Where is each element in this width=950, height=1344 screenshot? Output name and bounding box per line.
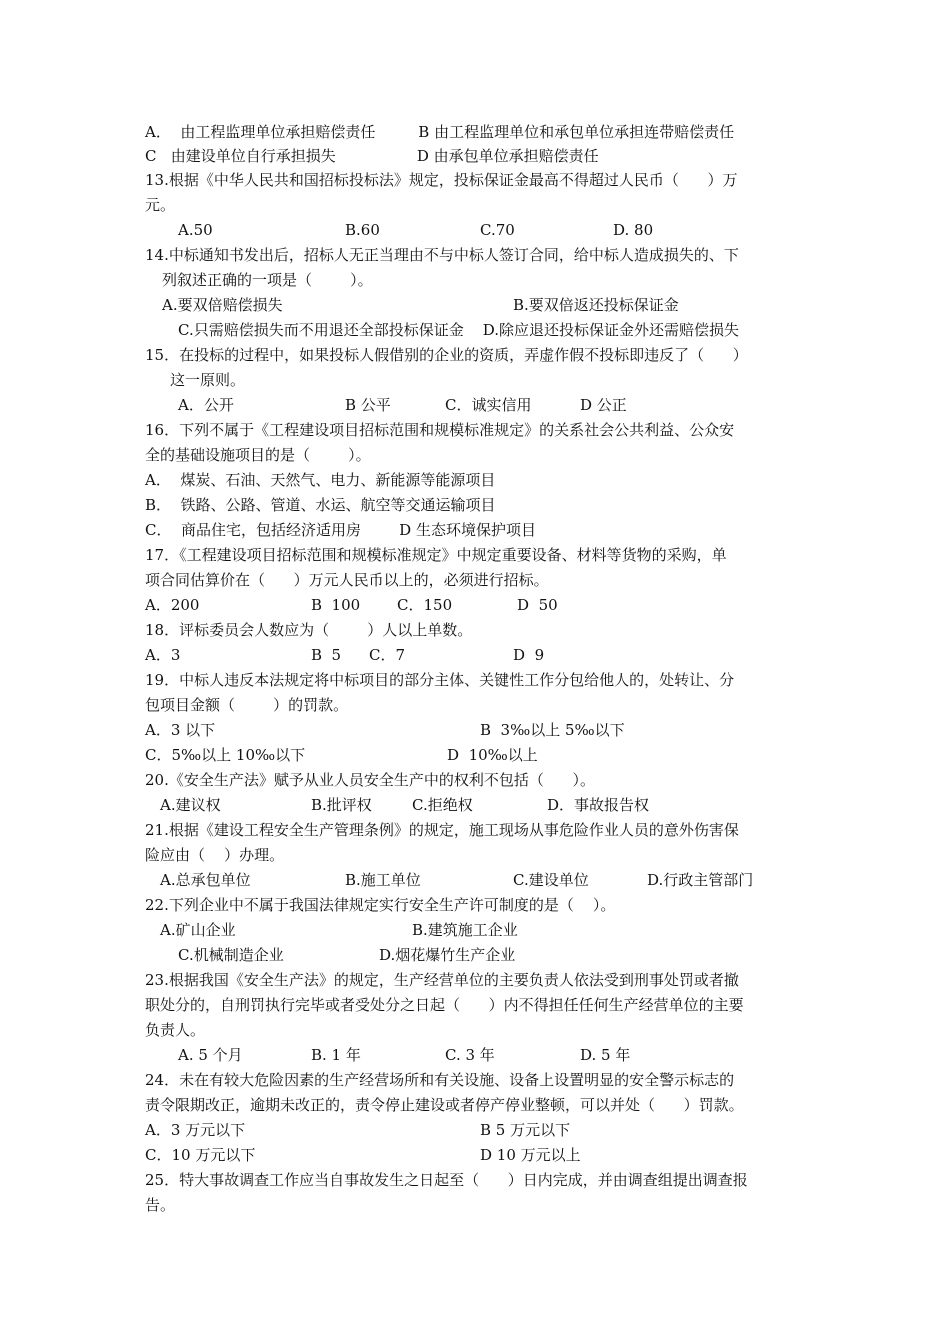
text-line: B.施工单位 xyxy=(345,871,421,889)
text-line: C.70 xyxy=(480,221,515,239)
text-line: A．3 万元以下 xyxy=(145,1121,246,1139)
text-line: C．7 xyxy=(369,646,406,664)
text-line: C．10 万元以下 xyxy=(145,1146,256,1164)
text-line: C.机械制造企业 xyxy=(178,946,284,964)
text-line: D.行政主管部门 xyxy=(647,871,754,889)
text-line: A．公开 xyxy=(178,396,234,414)
text-line: 23.根据我国《安全生产法》的规定，生产经营单位的主要负责人依法受到刑事处罚或者撤 xyxy=(145,971,739,989)
text-line: A．200 xyxy=(145,596,200,614)
text-line: D 50 xyxy=(517,596,558,614)
text-line: B 5 xyxy=(311,646,342,664)
text-line: 16．下列不属于《工程建设项目招标范围和规模标准规定》的关系社会公共利益、公众安 xyxy=(145,421,735,439)
text-line: C. 3 年 xyxy=(445,1046,495,1064)
text-line: C．150 xyxy=(397,596,453,614)
text-line: B 3‰以上 5‰以下 xyxy=(480,721,625,739)
text-line: 全的基础设施项目的是（ ）。 xyxy=(145,446,371,464)
text-line: C． 商品住宅，包括经济适用房 D 生态环境保护项目 xyxy=(145,521,536,539)
text-line: 19．中标人违反本法规定将中标项目的部分主体、关键性工作分包给他人的，处转让、分 xyxy=(145,671,735,689)
text-line: 22.下列企业中不属于我国法律规定实行安全生产许可制度的是（ ）。 xyxy=(145,896,616,914)
text-line: 24．未在有较大危险因素的生产经营场所和有关设施、设备上设置明显的安全警示标志的 xyxy=(145,1071,735,1089)
text-line: 17．《工程建设项目招标范围和规模标准规定》中规定重要设备、材料等货物的采购，单 xyxy=(145,546,727,564)
text-line: B.60 xyxy=(345,221,380,239)
text-line: 项合同估算价在（ ）万元人民币以上的，必须进行招标。 xyxy=(145,571,549,589)
text-line: D 10 万元以上 xyxy=(480,1146,581,1164)
text-line: 列叙述正确的一项是（ ）。 xyxy=(162,271,373,289)
text-line: A.建议权 xyxy=(160,796,221,814)
text-line: B.要双倍返还投标保证金 xyxy=(513,296,679,314)
text-line: 责令限期改正，逾期未改正的，责令停止建设或者停产停业整顿，可以并处（ ）罚款。 xyxy=(145,1096,744,1114)
text-line: A.总承包单位 xyxy=(160,871,251,889)
text-line: A.矿山企业 xyxy=(160,921,236,939)
text-line: B 公平 xyxy=(345,396,391,414)
text-line: C．5‰以上 10‰以下 xyxy=(145,746,306,764)
text-line: 元。 xyxy=(145,196,176,214)
text-line: B.建筑施工企业 xyxy=(412,921,518,939)
text-line: A．3 以下 xyxy=(145,721,216,739)
text-line: 20.《安全生产法》赋予从业人员安全生产中的权利不包括（ ）。 xyxy=(145,771,595,789)
text-line: A． 煤炭、石油、天然气、电力、新能源等能源项目 xyxy=(145,471,496,489)
text-line: B 100 xyxy=(311,596,361,614)
text-line: 18．评标委员会人数应为（ ）人以上单数。 xyxy=(145,621,473,639)
text-line: D．事故报告权 xyxy=(547,796,650,814)
text-line: 13.根据《中华人民共和国招标投标法》规定，投标保证金最高不得超过人民币（ ）万 xyxy=(145,171,738,189)
text-line: A.50 xyxy=(178,221,213,239)
text-line: B.批评权 xyxy=(311,796,372,814)
text-line: C.建设单位 xyxy=(513,871,589,889)
text-line: C．诚实信用 xyxy=(445,396,532,414)
text-line: D 10‰以上 xyxy=(447,746,538,764)
text-line: D.烟花爆竹生产企业 xyxy=(379,946,516,964)
text-line: A. 5 个月 xyxy=(178,1046,243,1064)
text-line: A． 由工程监理单位承担赔偿责任 B 由工程监理单位和承包单位承担连带赔偿责任 xyxy=(145,123,735,141)
text-line: C.拒绝权 xyxy=(412,796,473,814)
text-line: D. 5 年 xyxy=(580,1046,631,1064)
text-line: 这一原则。 xyxy=(170,371,246,389)
text-line: 包项目金额（ ）的罚款。 xyxy=(145,696,349,714)
text-line: 职处分的，自刑罚执行完毕或者受处分之日起（ ）内不得担任任何生产经营单位的主要 xyxy=(145,996,744,1014)
text-line: C 由建设单位自行承担损失 D 由承包单位承担赔偿责任 xyxy=(145,147,599,165)
text-line: 25．特大事故调查工作应当自事故发生之日起至（ ）日内完成，并由调查组提出调查报 xyxy=(145,1171,748,1189)
text-line: B． 铁路、公路、管道、水运、航空等交通运输项目 xyxy=(145,496,496,514)
text-line: C.只需赔偿损失而不用退还全部投标保证金 D.除应退还投标保证金外还需赔偿损失 xyxy=(178,321,740,339)
text-line: D 9 xyxy=(513,646,545,664)
text-line: B 5 万元以下 xyxy=(480,1121,571,1139)
text-line: A.要双倍赔偿损失 xyxy=(162,296,283,314)
text-line: D 公正 xyxy=(580,396,627,414)
text-line: 21.根据《建设工程安全生产管理条例》的规定，施工现场从事危险作业人员的意外伤害保 xyxy=(145,821,739,839)
text-line: D. 80 xyxy=(613,221,654,239)
text-line: 险应由（ ）办理。 xyxy=(145,846,285,864)
text-line: B. 1 年 xyxy=(311,1046,361,1064)
text-line: 15．在投标的过程中，如果投标人假借别的企业的资质，弄虚作假不投标即违反了（ ） xyxy=(145,346,748,364)
text-line: A．3 xyxy=(145,646,181,664)
text-line: 告。 xyxy=(145,1196,176,1214)
text-line: 负责人。 xyxy=(145,1021,206,1039)
text-line: 14.中标通知书发出后，招标人无正当理由不与中标人签订合同，给中标人造成损失的、下 xyxy=(145,246,739,264)
